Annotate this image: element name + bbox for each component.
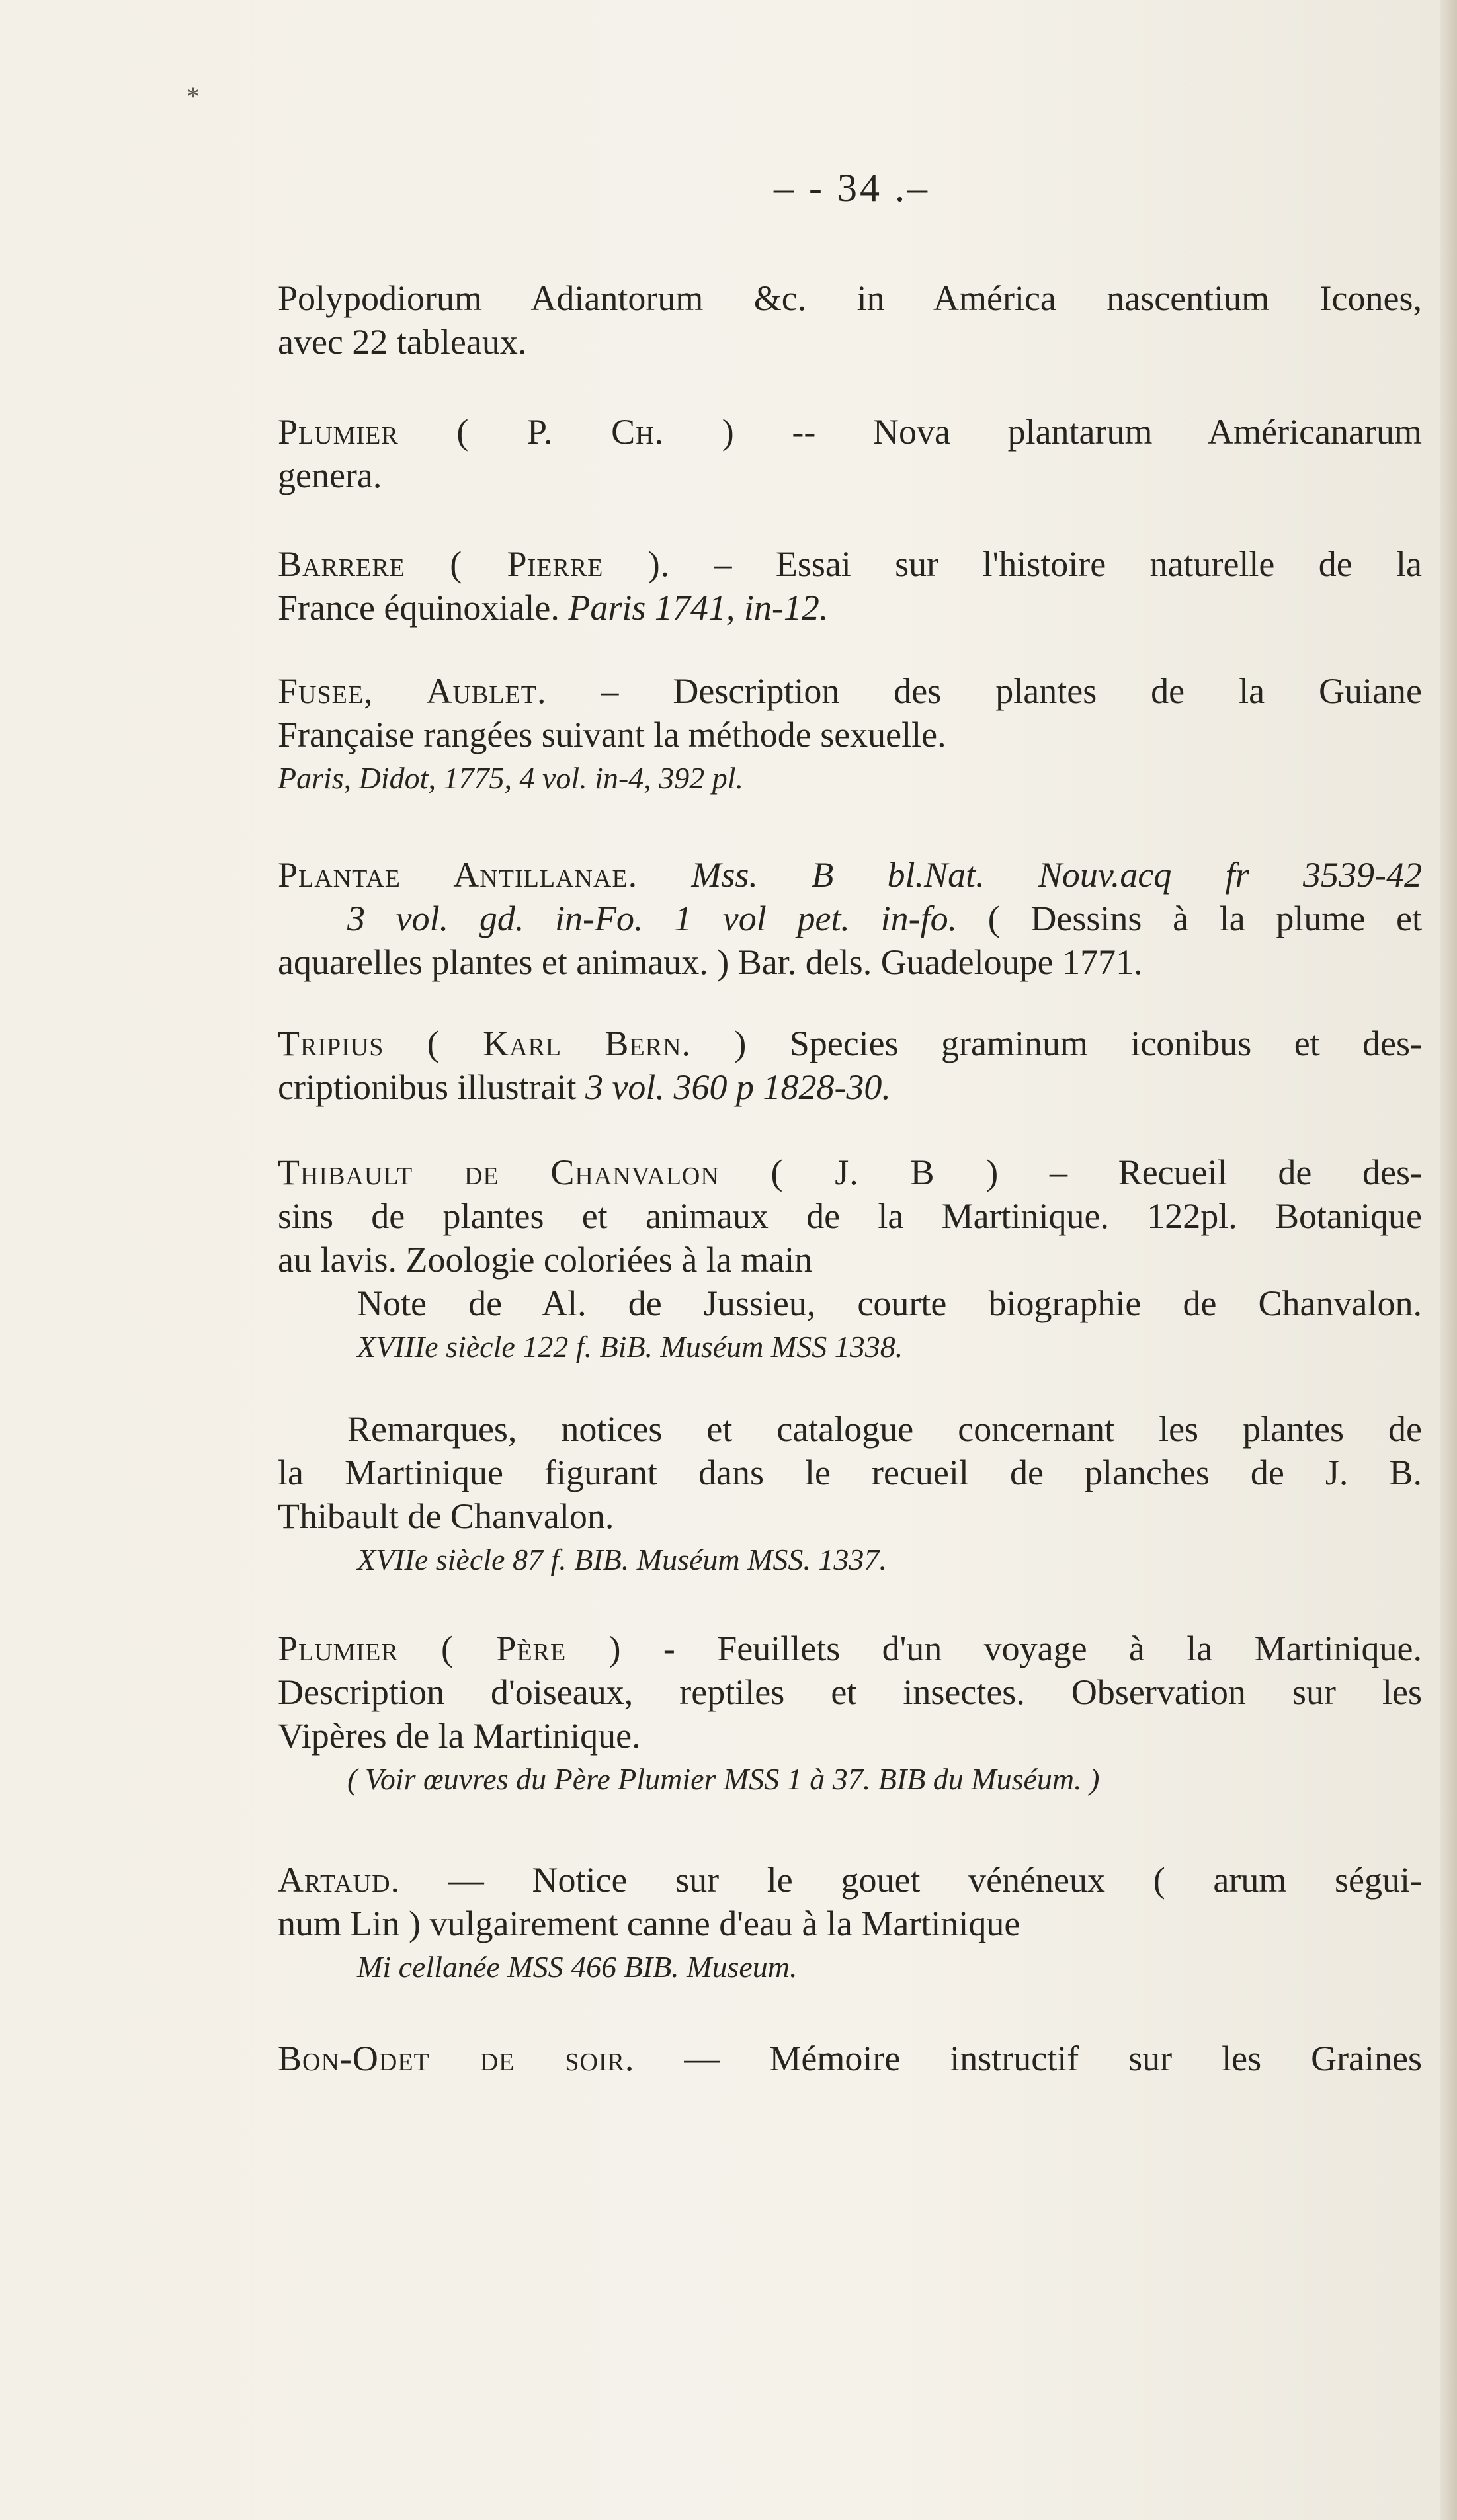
entry-plumier-feuillets bbox=[278, 1627, 1422, 1801]
entry-plantae-antillanae bbox=[278, 853, 1422, 984]
entry-author: Thibault de Chanvalon ( J. B ) bbox=[278, 1153, 999, 1192]
entry-line: Plumier ( Père ) - Feuillets d'un voyage à la Martinique. bbox=[278, 1629, 1423, 1668]
entry-line: avec 22 tableaux. bbox=[278, 322, 527, 362]
entry-author: Plumier ( P. Ch. ) bbox=[278, 412, 735, 452]
entry-thibault-recueil bbox=[278, 1151, 1422, 1369]
entry-line: Note de Al. de Jussieu, courte biographie de Chanvalon. bbox=[357, 1283, 1422, 1323]
entry-author: Bon-Odet de soir. bbox=[278, 2039, 635, 2078]
entry-line: Artaud. — Notice sur le gouet vénéneux ( arum ségui- bbox=[278, 1860, 1423, 1900]
entry-line: Tripius ( Karl Bern. ) Species graminum iconibus et des- bbox=[278, 1024, 1422, 1063]
entry-imprint: Paris 1741, in-12. bbox=[568, 588, 829, 628]
entry-line: Remarques, notices et catalogue concernant les plantes de bbox=[347, 1409, 1422, 1449]
entry-author: Barrere ( Pierre ). bbox=[278, 544, 671, 584]
entry-author: Tripius ( Karl Bern. ) bbox=[278, 1024, 747, 1063]
entry-line: sins de plantes et animaux de la Martinique. 122pl. Botanique bbox=[278, 1196, 1422, 1236]
entry-line: criptionibus illustrait 3 vol. 360 p 1828-30. bbox=[278, 1067, 891, 1107]
entry-reference: 3 vol. gd. in-Fo. 1 vol pet. in-fo. bbox=[347, 899, 958, 938]
page-edge-shadow bbox=[1440, 0, 1457, 2520]
entry-imprint: ( Voir œuvres du Père Plumier MSS 1 à 37. BIB du Muséum. ) bbox=[347, 1762, 1100, 1796]
entry-line: Fusee, Aublet. – Description des plantes de la Guiane bbox=[278, 671, 1422, 711]
entry-line: num Lin ) vulgairement canne d'eau à la Martinique bbox=[278, 1904, 1020, 1943]
entry-author: Plantae Antillanae. bbox=[278, 855, 638, 895]
entry-line: France équinoxiale. Paris 1741, in-12. bbox=[278, 588, 829, 628]
entry-thibault-remarques bbox=[278, 1407, 1422, 1582]
entry-imprint: Paris, Didot, 1775, 4 vol. in-4, 392 pl. bbox=[278, 761, 744, 795]
entry-line: 3 vol. gd. in-Fo. 1 vol pet. in-fo. ( Dessins à la plume et bbox=[347, 899, 1422, 938]
entry-polypodiorum bbox=[278, 276, 1422, 364]
entry-line: Polypodiorum Adiantorum &c. in América nascentium Icones, bbox=[278, 278, 1422, 318]
entry-bon-odet bbox=[278, 2037, 1422, 2080]
entry-line: Vipères de la Martinique. bbox=[278, 1716, 641, 1756]
entry-fusee-aublet bbox=[278, 669, 1422, 800]
entry-line: au lavis. Zoologie coloriées à la main bbox=[278, 1240, 813, 1280]
entry-plumier-genera bbox=[278, 410, 1422, 497]
page-number: – - 34 .– bbox=[774, 166, 930, 210]
entry-artaud bbox=[278, 1858, 1422, 1989]
entry-author: Fusee, Aublet. bbox=[278, 671, 547, 711]
entry-line: genera. bbox=[278, 456, 382, 495]
entry-line: Française rangées suivant la méthode sexuelle. bbox=[278, 715, 946, 754]
stray-asterisk-mark: * bbox=[187, 81, 200, 111]
entry-barrere bbox=[278, 542, 1422, 630]
entry-line: Bon-Odet de soir. — Mémoire instructif sur les Graines bbox=[278, 2039, 1423, 2078]
entry-imprint: XVIIIe siècle 122 f. BiB. Muséum MSS 1338. bbox=[357, 1330, 903, 1363]
entry-line: Plumier ( P. Ch. ) -- Nova plantarum Américanarum bbox=[278, 412, 1422, 452]
entry-line bbox=[278, 853, 1422, 897]
entry-imprint: Mi cellanée MSS 466 BIB. Museum. bbox=[357, 1950, 798, 1984]
entry-line: Barrere ( Pierre ). – Essai sur l'histoire naturelle de la bbox=[278, 544, 1422, 584]
entry-imprint: 3 vol. 360 p 1828-30. bbox=[585, 1067, 891, 1107]
entry-line: la Martinique figurant dans le recueil de planches de J. B. bbox=[278, 1453, 1422, 1492]
entry-author: Artaud. bbox=[278, 1860, 401, 1900]
entry-tripius bbox=[278, 1022, 1422, 1109]
entry-line: Thibault de Chanvalon ( J. B ) – Recueil de des- bbox=[278, 1153, 1423, 1192]
entry-line: aquarelles plantes et animaux. ) Bar. dels. Guadeloupe 1771. bbox=[278, 942, 1143, 982]
entry-reference: Mss. B bl.Nat. Nouv.acq fr 3539-42 bbox=[691, 855, 1423, 895]
entry-author: Plumier ( Père ) bbox=[278, 1629, 622, 1668]
entry-line: Description d'oiseaux, reptiles et insectes. Observation sur les bbox=[278, 1672, 1422, 1712]
entry-imprint: XVIIe siècle 87 f. BIB. Muséum MSS. 1337. bbox=[357, 1543, 887, 1576]
entry-line: Thibault de Chanvalon. bbox=[278, 1496, 614, 1536]
